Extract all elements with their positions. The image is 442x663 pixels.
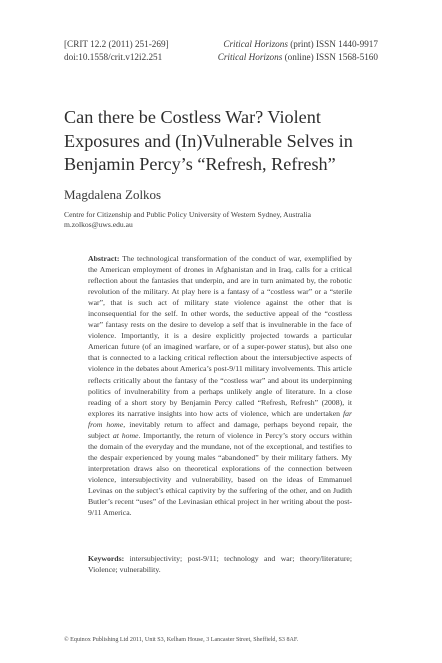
journal-reference: [CRIT 12.2 (2011) 251-269]: [64, 39, 169, 49]
abstract-text-2: , inevitably return to affect and damage, perhaps beyond repair, the subject: [88, 419, 353, 440]
issn-block: [218, 38, 378, 63]
author-affiliation-block: [64, 210, 384, 230]
abstract-text-3: . Importantly, the return of violence in Percy’s story occurs within the domain of the everyday and the mundane, not of the exceptional, and testifies to the despair experienced by young males “abandoned” by their military fathers. My interpretation draws also on theoretical explorations of the connection between violence, intersubjectivity and vulnerability, based on the ideas of Emmanuel Levinas on the subject’s ethical captivity by the suffering of the other, and on Judith Butler’s recent “uses” of the Levinasian ethical project in her writing about the post-9/11 America.: [88, 430, 352, 518]
affiliation: Centre for Citizenship and Public Policy University of Western Sydney, Australia: [64, 210, 311, 219]
journal-name: Critical Horizons: [223, 39, 288, 49]
author-email: m.zolkos@uws.edu.au: [64, 220, 133, 230]
author-name: Magdalena Zolkos: [64, 187, 162, 202]
journal-name: Critical Horizons: [217, 51, 283, 62]
abstract-text-1: The technological transformation of the conduct of war, exemplified by the American employment of drones in Afghanistan and in Iraq, calls for a critical reflection about the fantasies that underpin, and are in turn animated by, the robotic revolution of the military. At play here is a fantasy of a “costless war” or a “sterile war”, that is such act of military state violence against the other that is inconsequential for the self. In other words, the seductive appeal of the “costless war” fantasy rests on the desire to develop a self that is invulnerable in the face of violence. Importantly, it is a desire explicitly projected towards a particular American future (of an imagined warfare, or of a super-power status), but also one that is connected to a lacking critical reflection about the intersubjective aspects of violence in the debates about America’s post-9/11 military involvements. This article reflects critically about the fantasy of the “costless war” and about its underpinning politics of invulnerability from a perhaps unlikely angle of literature. In a close reading of a short story by Benjamin Percy called “Refresh, Refresh” (2008), it explores its narrative insights into how acts of violence, which are undertaken: [88, 254, 352, 418]
page-header: [64, 38, 378, 68]
issn-online-number: (online) ISSN 1568-5160: [282, 51, 378, 62]
keywords-text: intersubjectivity; post-9/11; technology and war; theory/literature; Violence; vulnerability.: [88, 554, 352, 575]
issn-print-number: (print) ISSN 1440-9917: [287, 39, 378, 49]
issn-online: [218, 51, 378, 64]
abstract-emphasis-1: far from home: [88, 408, 352, 429]
abstract-label: Abstract:: [88, 254, 120, 263]
issn-print: [218, 38, 378, 51]
abstract-emphasis-2: at home: [112, 430, 139, 440]
keywords-label: Keywords:: [88, 554, 125, 563]
abstract: [88, 253, 352, 518]
article-title: Can there be Costless War? Violent Exposures and (In)Vulnerable Selves in Benjamin Percy’s “Refresh, Refresh”: [64, 107, 353, 174]
doi: doi:10.1558/crit.v12i2.251: [64, 51, 163, 62]
publisher-footer: © Equinox Publishing Ltd 2011, Unit S3, Kelham House, 3 Lancaster Street, Sheffield, S3 8AF.: [64, 637, 299, 643]
citation-block: [64, 38, 169, 63]
keywords: [88, 553, 352, 575]
